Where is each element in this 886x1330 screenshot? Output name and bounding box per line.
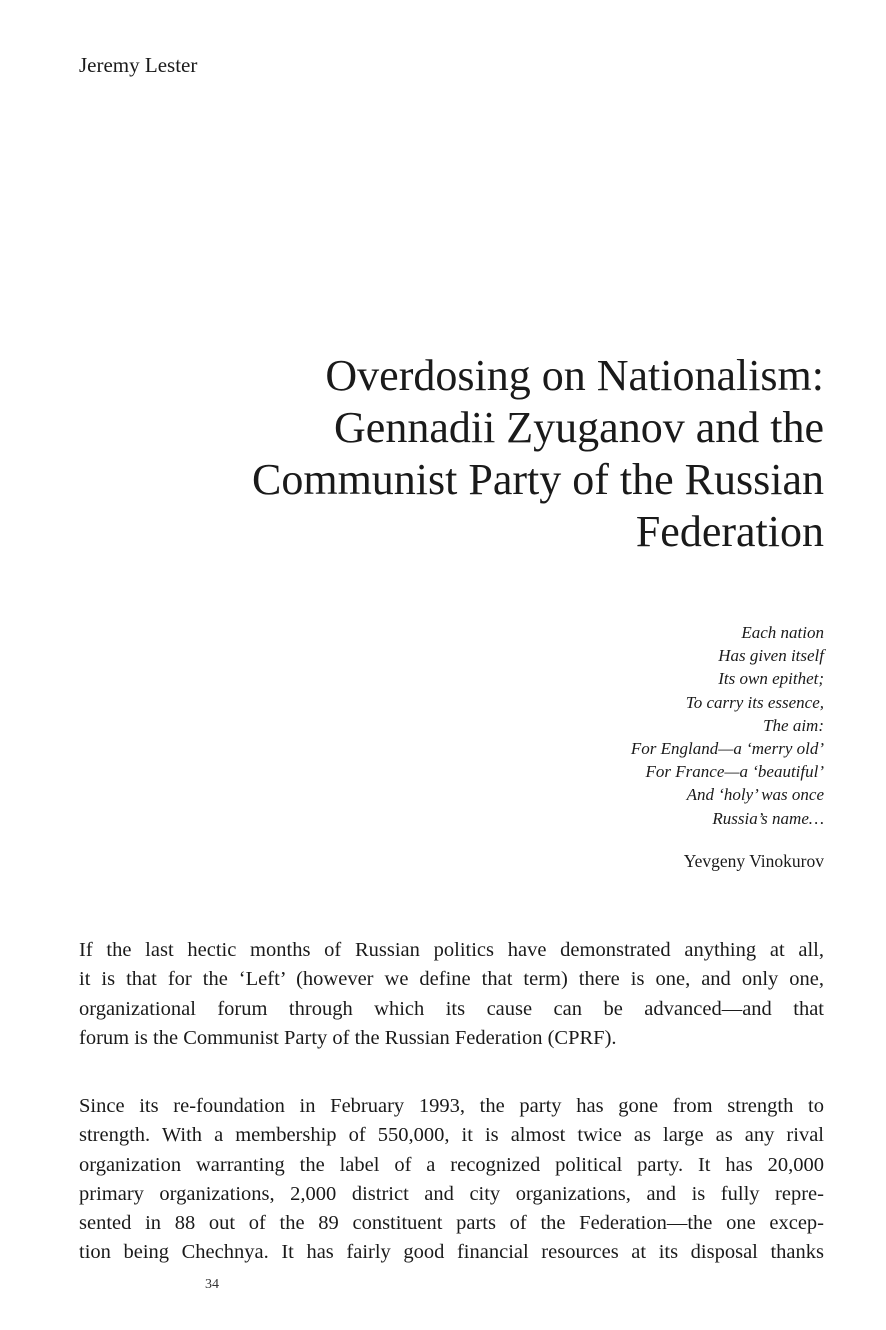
running-head-author: Jeremy Lester — [79, 53, 198, 77]
title-line: Federation — [635, 507, 824, 556]
paragraph-line: organization warranting the label of a recognized political party. It has 20,000 — [79, 1153, 824, 1176]
epigraph-line: Each nation — [741, 623, 824, 642]
paragraph-line: Since its re-foundation in February 1993, the party has gone from strength to — [79, 1095, 824, 1117]
paragraph-line: tion being Chechnya. It has fairly good financial resources at its disposal thanks — [79, 1241, 824, 1264]
epigraph-line: For France—a ‘beautiful’ — [645, 762, 824, 782]
title-line: Overdosing on Nationalism: — [325, 351, 824, 400]
epigraph-poem — [424, 621, 824, 830]
article-title — [144, 350, 824, 558]
epigraph-line: Russia’s name… — [712, 808, 824, 828]
epigraph-line: Has given itself — [718, 646, 824, 666]
epigraph-line: To carry its essence, — [685, 692, 824, 712]
epigraph-line: And ‘holy’ was once — [686, 785, 824, 805]
title-line: Communist Party of the Russian — [252, 455, 824, 504]
paragraph-line: sented in 88 out of the 89 constituent parts of the Federation—the one excep- — [79, 1212, 824, 1235]
title-line: Gennadii Zyuganov and the — [334, 403, 824, 452]
epigraph-line: For England—a ‘merry old’ — [630, 739, 824, 759]
paragraph-line: it is that for the ‘Left’ (however we define that term) there is one, and only one, — [79, 968, 824, 991]
epigraph-attribution: Yevgeny Vinokurov — [683, 851, 824, 871]
paragraph-line: strength. With a membership of 550,000, it is almost twice as large as any rival — [79, 1124, 824, 1147]
paragraph-line: primary organizations, 2,000 district and city organizations, and is fully repre- — [79, 1182, 824, 1205]
body-paragraph — [79, 936, 824, 1053]
paragraph-line: organizational forum through which its cause can be advanced—and that — [79, 997, 824, 1020]
epigraph-line: Its own epithet; — [718, 669, 824, 689]
epigraph-line: The aim: — [763, 715, 824, 735]
paragraph-line: If the last hectic months of Russian politics have demonstrated anything at all, — [79, 939, 824, 961]
paragraph-line: forum is the Communist Party of the Russian Federation (CPRF). — [79, 1026, 617, 1049]
page-number: 34 — [205, 1277, 219, 1292]
body-paragraph — [79, 1092, 824, 1268]
